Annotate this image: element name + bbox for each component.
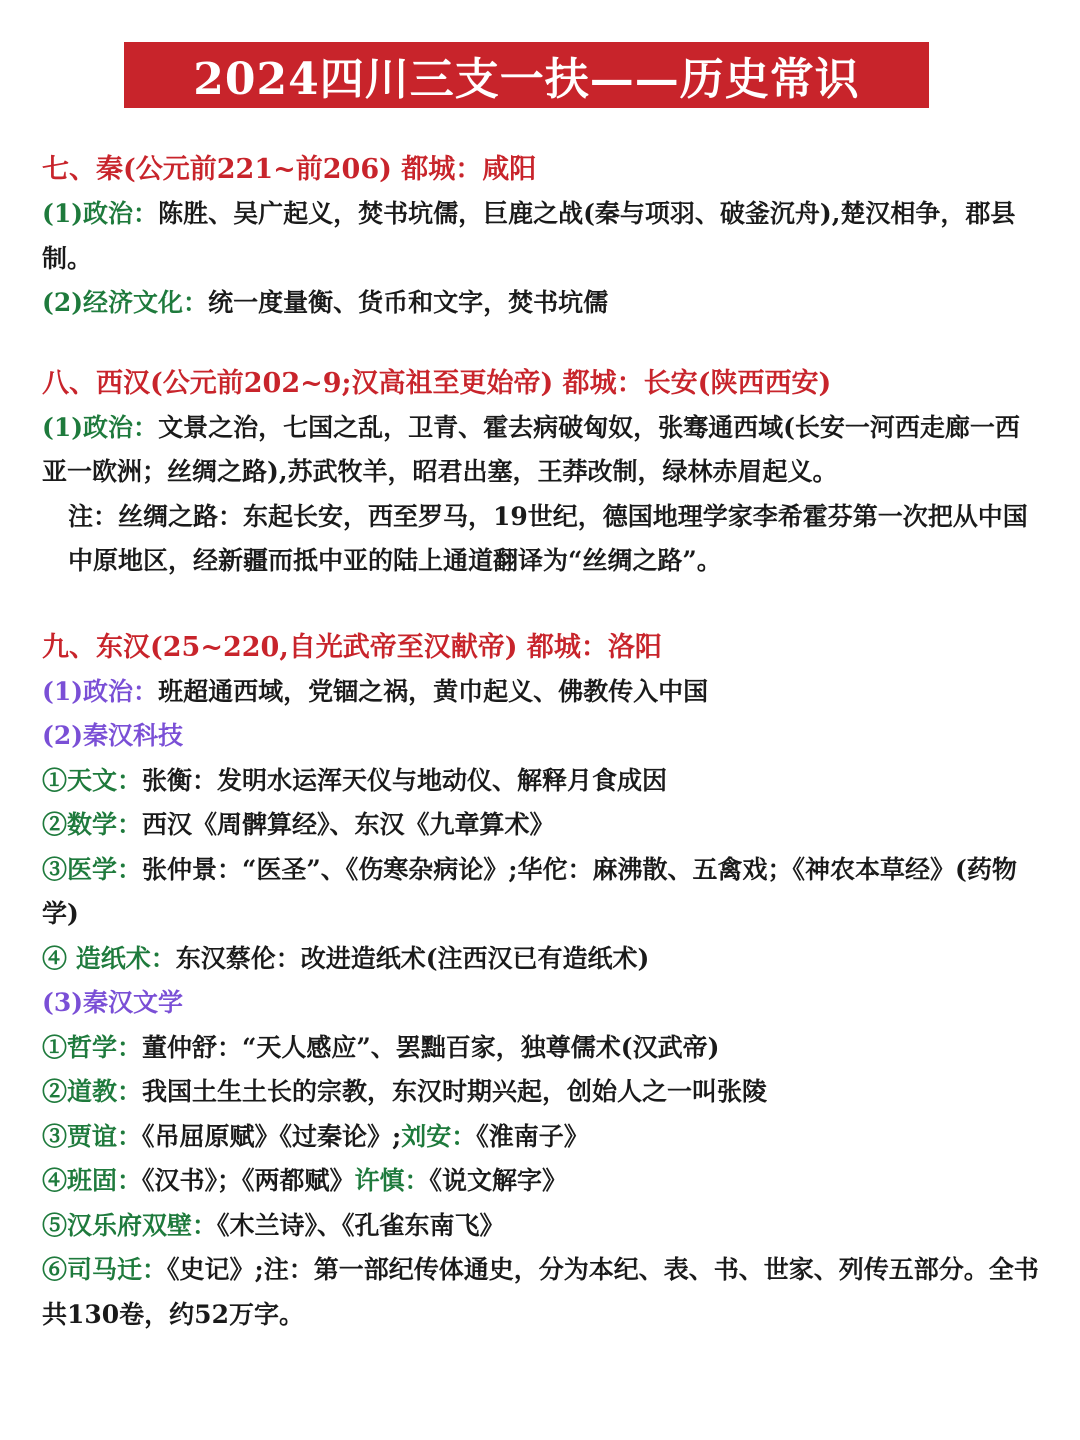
tech-item-text: 东汉蔡伦：改进造纸术(注西汉已有造纸术) bbox=[175, 943, 650, 973]
lit-item-label: ⑥司马迁： bbox=[42, 1255, 168, 1284]
xihan-politics-text: 文景之治，七国之乱，卫青、霍去病破匈奴，张骞通西域(长安一河西走廊一西亚一欧洲；丝绸之路),苏武牧羊，昭君出塞，王莽改制，绿林赤眉起义。 bbox=[42, 412, 1020, 486]
tech-item-text: 张仲景：“医圣”、《伤寒杂病论》;华佗：麻沸散、五禽戏；《神农本草经》(药物学) bbox=[42, 854, 1017, 928]
donghan-politics-text: 班超通西域，党锢之祸，黄巾起义、佛教传入中国 bbox=[158, 676, 709, 706]
lit-item-text: 《史记》;注：第一部纪传体通史，分为本纪、表、书、世家、列传五部分。全书共130卷，约52万字。 bbox=[42, 1255, 1039, 1329]
tech-item-label: ④ 造纸术： bbox=[42, 943, 176, 973]
document-body bbox=[42, 148, 1042, 1337]
lit-item bbox=[42, 1204, 1042, 1249]
lit-item-label: ⑤汉乐府双壁： bbox=[42, 1210, 218, 1240]
tech-item bbox=[42, 848, 1042, 937]
section-title-donghan: 九、东汉(25~220,自光武帝至汉献帝) 都城：洛阳 bbox=[42, 631, 662, 663]
lit-item-label: ②道教： bbox=[42, 1077, 143, 1106]
section-title-xihan: 八、西汉(公元前202~9;汉高祖至更始帝) 都城：长安(陕西西安) bbox=[42, 367, 832, 399]
qin-politics-label: (1)政治： bbox=[42, 199, 159, 228]
lit-item-label: ①哲学： bbox=[42, 1032, 143, 1062]
lit-item-label: ③贾谊： bbox=[42, 1121, 143, 1151]
tech-item-text: 西汉《周髀算经》、东汉《九章算术》 bbox=[142, 810, 555, 839]
page-title: 2024四川三支一扶——历史常识 bbox=[193, 54, 860, 105]
section-qin bbox=[42, 148, 1042, 326]
section-title-qin: 七、秦(公元前221~前206) 都城：咸阳 bbox=[42, 154, 537, 185]
tech-item-label: ①天文： bbox=[42, 765, 143, 795]
qin-economy bbox=[42, 281, 1042, 326]
tech-item-label: ③医学： bbox=[42, 854, 143, 884]
tech-heading: (2)秦汉科技 bbox=[42, 721, 184, 750]
lit-item-text-2: 《淮南子》 bbox=[476, 1121, 589, 1151]
section-donghan bbox=[42, 626, 1042, 1338]
title-banner bbox=[124, 42, 929, 108]
xihan-politics bbox=[42, 406, 1042, 495]
section-xihan bbox=[42, 362, 1042, 584]
lit-item-text-2: 《说文解字》 bbox=[429, 1166, 568, 1195]
donghan-politics-label: (1)政治： bbox=[42, 676, 159, 706]
tech-item bbox=[42, 803, 1042, 848]
donghan-politics bbox=[42, 670, 1042, 715]
lit-item bbox=[42, 1026, 1042, 1071]
tech-item-label: ②数学： bbox=[42, 810, 143, 839]
lit-item-text: 董仲舒：“天人感应”、罢黜百家，独尊儒术(汉武帝) bbox=[142, 1032, 720, 1062]
qin-economy-text: 统一度量衡、货币和文字，焚书坑儒 bbox=[208, 288, 609, 317]
lit-item bbox=[42, 1115, 1042, 1160]
lit-item-text: 《吊屈原赋》《过秦论》; bbox=[142, 1121, 402, 1151]
lit-item bbox=[42, 1070, 1042, 1115]
lit-item bbox=[42, 1159, 1042, 1204]
lit-item-label-2: 刘安： bbox=[401, 1121, 477, 1151]
qin-politics-text: 陈胜、吴广起义，焚书坑儒，巨鹿之战(秦与项羽、破釜沉舟),楚汉相争，郡县制。 bbox=[42, 199, 1016, 273]
tech-item-text: 张衡：发明水运浑天仪与地动仪、解释月食成因 bbox=[142, 765, 668, 795]
lit-item-text: 我国土生土长的宗教，东汉时期兴起，创始人之一叫张陵 bbox=[142, 1077, 768, 1106]
lit-item bbox=[42, 1248, 1042, 1337]
xihan-note: 注：丝绸之路：东起长安，西至罗马，19世纪，德国地理学家李希霍芬第一次把从中国中原地区，经新疆而抵中亚的陆上通道翻译为“丝绸之路”。 bbox=[68, 501, 1028, 575]
lit-item-label: ④班固： bbox=[42, 1166, 143, 1195]
qin-economy-label: (2)经济文化： bbox=[42, 288, 209, 317]
qin-politics bbox=[42, 192, 1042, 281]
lit-item-text: 《木兰诗》、《孔雀东南飞》 bbox=[217, 1210, 505, 1240]
lit-item-label-2: 许慎： bbox=[354, 1166, 430, 1195]
tech-item bbox=[42, 759, 1042, 804]
xihan-politics-label: (1)政治： bbox=[42, 412, 159, 442]
tech-item bbox=[42, 937, 1042, 982]
lit-heading: (3)秦汉文学 bbox=[42, 988, 184, 1017]
lit-item-text: 《汉书》；《两都赋》 bbox=[142, 1166, 355, 1195]
